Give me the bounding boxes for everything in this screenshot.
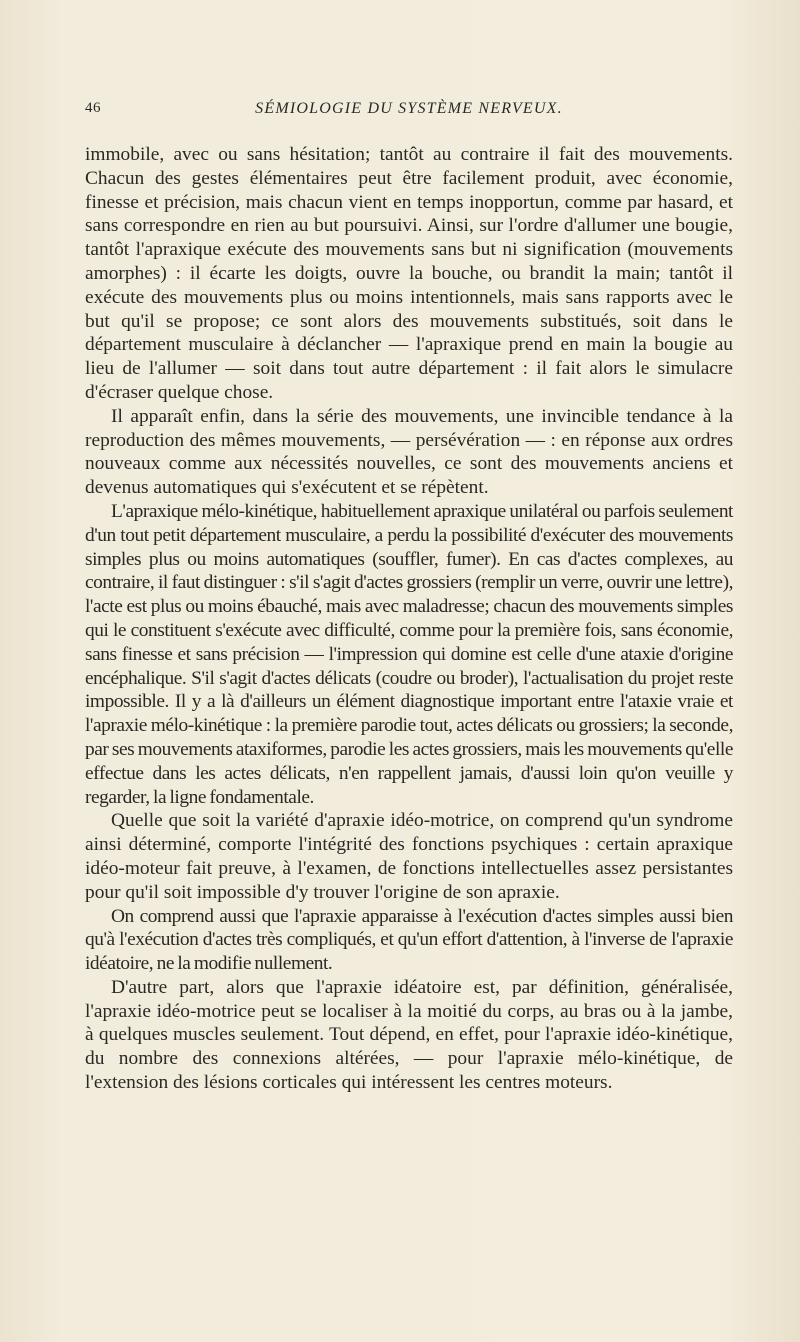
paragraph-6: D'autre part, alors que l'apraxie idéatoire est, par définition, généralisée, l'apraxie idéo-motrice peut se localiser à la moitié du corps, au bras ou à la jambe, à quelques muscles seulement. Tout dépend, en effet, pour l'apraxie idéo-kinétique, du nombre des connexions altérées, — pour l'apraxie mélo-kinétique, de l'extension des lésions corticales qui intéressent les centres moteurs. <box>85 976 733 1094</box>
page-number: 46 <box>85 100 101 116</box>
body-text <box>85 143 733 1095</box>
paragraph-3: L'apraxique mélo-kinétique, habituellement apraxique unilatéral ou parfois seulement d'un tout petit département musculaire, a perdu la possibilité d'exécuter des mouvements simples plus ou moins automatiques (souffler, fumer). En cas d'actes complexes, au contraire, il faut distinguer : s'il s'agit d'actes grossiers (remplir un verre, ouvrir une lettre), l'acte est plus ou moins ébauché, mais avec maladresse; chacun des mouvements simples qui le constituent s'exécute avec difficulté, comme pour la première fois, sans économie, sans finesse et sans précision — l'impression qui domine est celle d'une ataxie d'origine encéphalique. S'il s'agit d'actes délicats (coudre ou broder), l'actualisation du projet reste impossible. Il y a là d'ailleurs un élément diagnostique important entre l'ataxie vraie et l'apraxie mélo-kinétique : la première parodie tout, actes délicats ou grossiers; la seconde, par ses mouvements ataxiformes, parodie les actes grossiers, mais les mouvements qu'elle effectue dans les actes délicats, n'en rappellent jamais, d'aussi loin qu'on veuille y regarder, la ligne fondamentale. <box>85 500 733 808</box>
paragraph-1: immobile, avec ou sans hésitation; tantôt au contraire il fait des mouvements. Chacun des gestes élémentaires peut être facilement produit, avec économie, finesse et précision, mais chacun vient en temps inopportun, comme par hasard, et sans correspondre en rien au but poursuivi. Ainsi, sur l'ordre d'allumer une bougie, tantôt l'apraxique exécute des mouvements sans but ni signification (mouvements amorphes) : il écarte les doigts, ouvre la bouche, ou brandit la main; tantôt il exécute des mouvements plus ou moins intentionnels, mais sans rapports avec le but qu'il se propose; ce sont alors des mouvements substitués, soit dans le département musculaire à déclancher — l'apraxique prend en main la bougie au lieu de l'allumer — soit dans tout autre département : il fait alors le simulacre d'écraser quelque chose. <box>85 144 733 403</box>
paragraph-4: Quelle que soit la variété d'apraxie idéo-motrice, on comprend qu'un syndrome ainsi déterminé, comporte l'intégrité des fonctions psychiques : certain apraxique idéo-moteur fait preuve, à l'examen, de fonctions intellectuelles assez persistantes pour qu'il soit impossible d'y trouver l'origine de son apraxie. <box>85 810 733 903</box>
running-head: SÉMIOLOGIE DU SYSTÈME NERVEUX. <box>255 100 563 117</box>
paragraph-5: On comprend aussi que l'apraxie apparaisse à l'exécution d'actes simples aussi bien qu'à l'exécution d'actes très compliqués, et qu'un effort d'attention, à l'inverse de l'apraxie idéatoire, ne la modifie nullement. <box>85 905 733 975</box>
paragraph-2: Il apparaît enfin, dans la série des mouvements, une invincible tendance à la reproduction des mêmes mouvements, — persévération — : en réponse aux ordres nouveaux comme aux nécessités nouvelles, ce sont des mouvements anciens et devenus automatiques qui s'exécutent et se répètent. <box>85 405 733 499</box>
page-header <box>85 100 733 124</box>
